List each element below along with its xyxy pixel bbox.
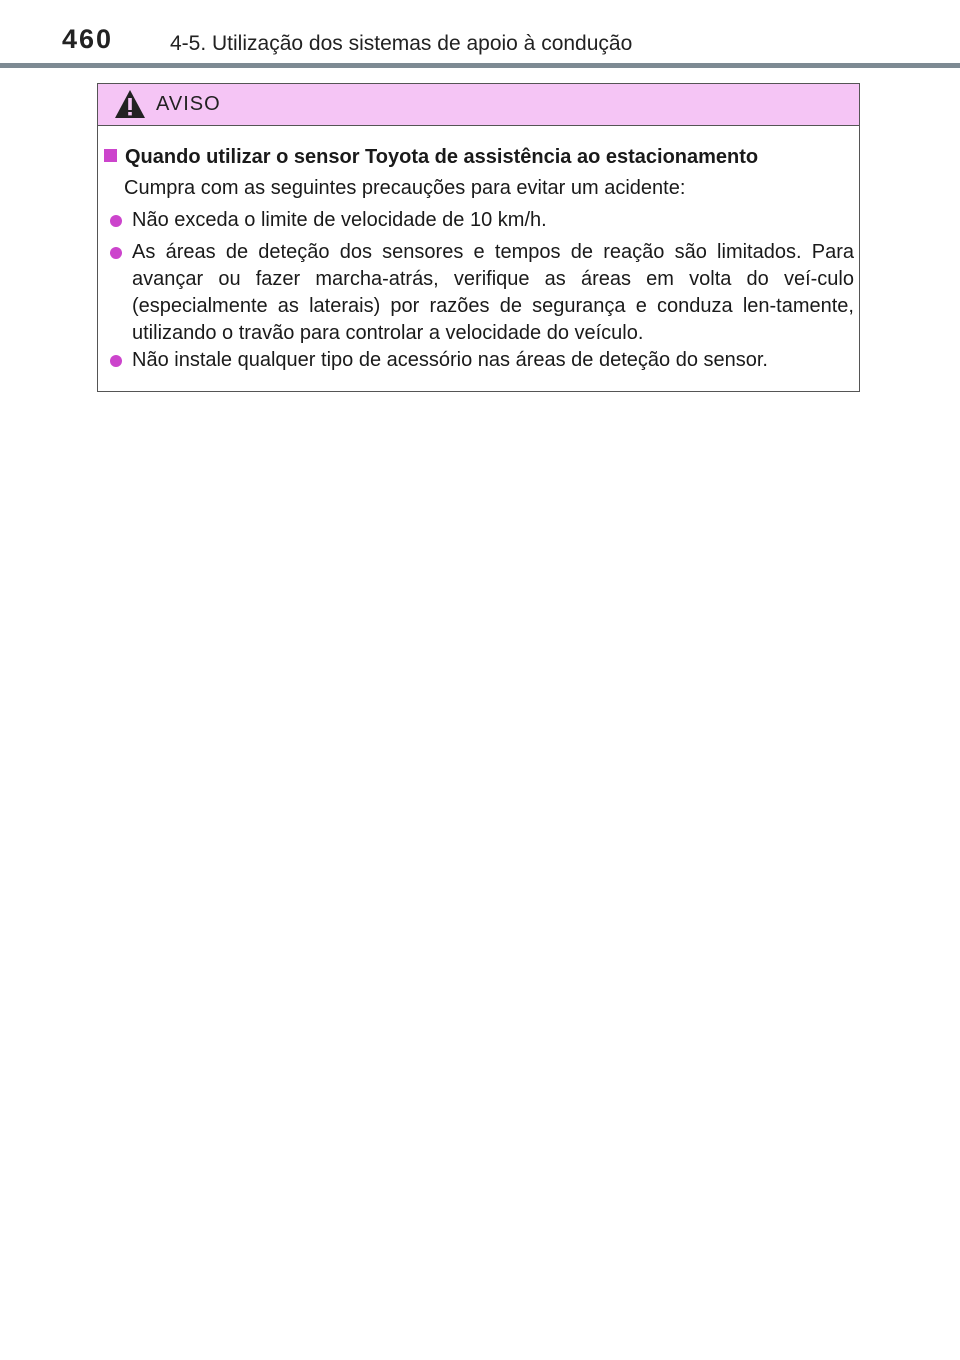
warning-intro: Cumpra com as seguintes precauções para evitar um acidente: — [124, 177, 686, 199]
page-header — [0, 0, 960, 70]
list-item — [110, 207, 854, 234]
warning-header — [98, 84, 859, 126]
bullet-dot-icon — [110, 355, 122, 367]
section-title: 4-5. Utilização dos sistemas de apoio à condução — [170, 32, 633, 55]
list-item-text: As áreas de deteção dos sensores e tempos de reação são limitados. Para avançar ou fazer marcha-atrás, verifique as áreas em volta do veí-culo (especialmente as laterais) por razões de segurança e conduza len-tamente, utilizando o travão para controlar a velocidade do veículo. — [132, 241, 854, 344]
list-item — [110, 347, 854, 374]
warning-title: AVISO — [156, 93, 221, 115]
page-number: 460 — [62, 24, 114, 54]
square-bullet-icon — [104, 149, 117, 162]
warning-triangle-icon — [114, 89, 146, 119]
list-item-text: Não exceda o limite de velocidade de 10 km/h. — [132, 209, 547, 231]
list-item — [110, 239, 854, 347]
bullet-dot-icon — [110, 247, 122, 259]
bullet-dot-icon — [110, 215, 122, 227]
warning-heading — [104, 146, 844, 169]
header-divider — [0, 63, 960, 68]
warning-box — [97, 83, 860, 392]
warning-heading-text: Quando utilizar o sensor Toyota de assistência ao estacionamento — [125, 146, 759, 168]
list-item-text: Não instale qualquer tipo de acessório nas áreas de deteção do sensor. — [132, 349, 768, 371]
